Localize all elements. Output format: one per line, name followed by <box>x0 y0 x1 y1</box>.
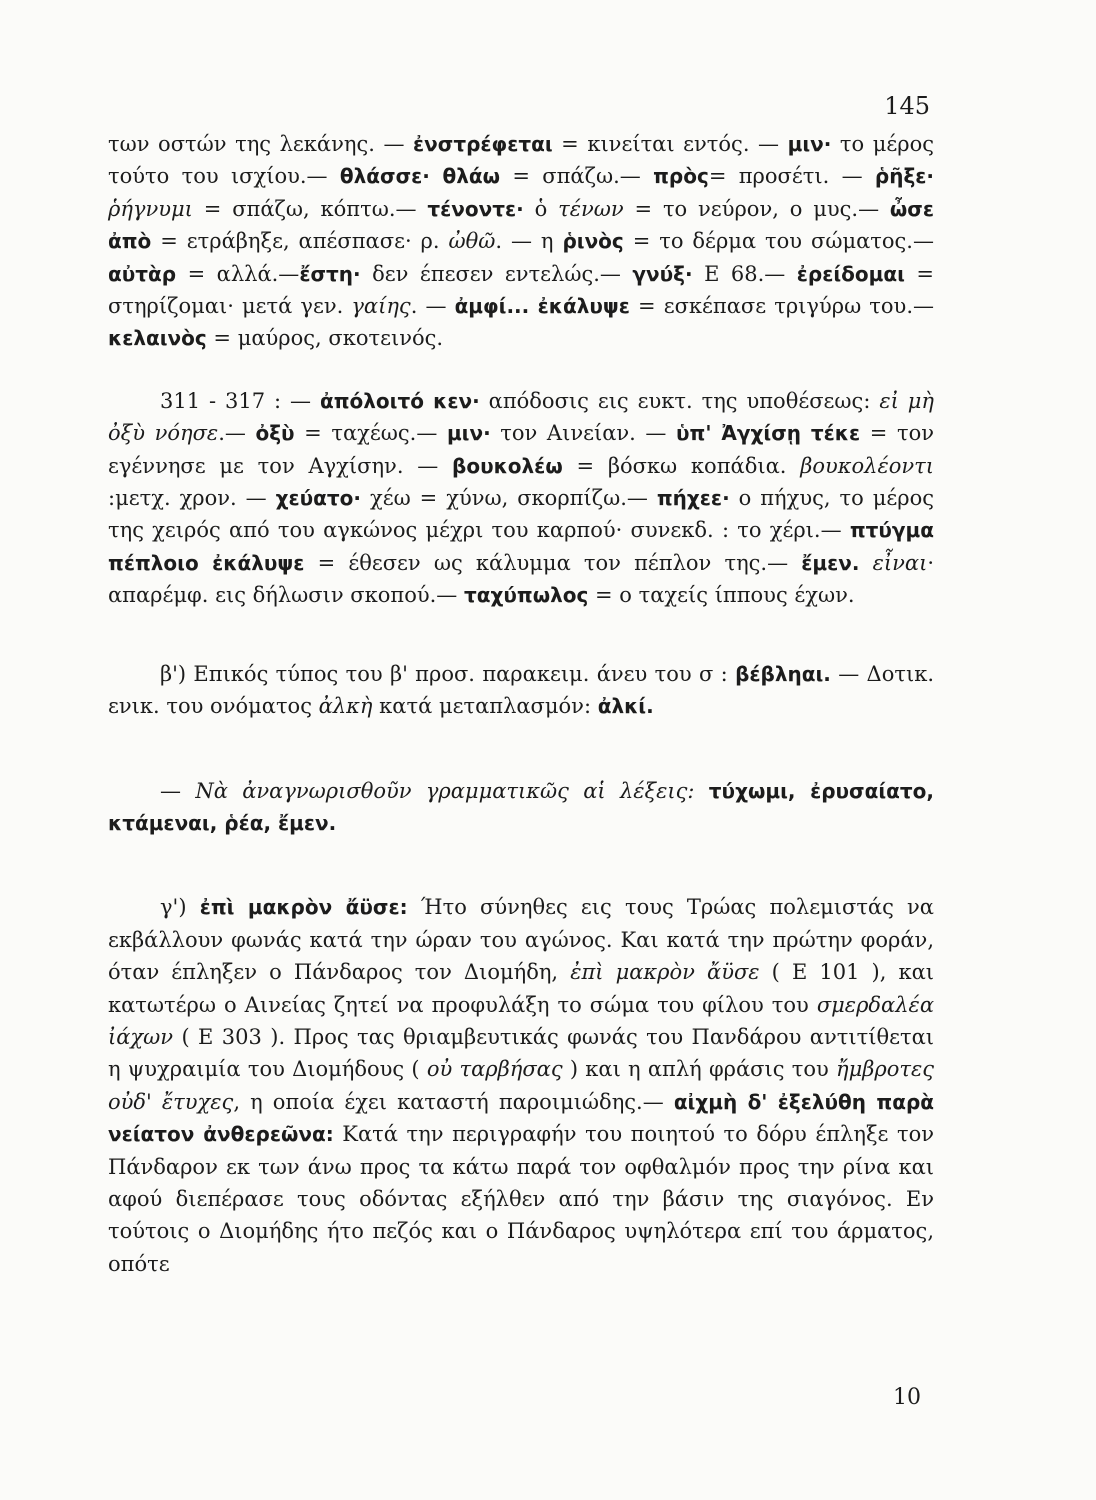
lemma-term: ἐρείδομαι <box>796 261 905 286</box>
text-run: το μέρος τούτο του ισχίου.— <box>108 132 934 189</box>
lemma-term: μιν· <box>446 421 491 446</box>
quoted-phrase: Νὰ ἀναγνωρισθοῦν γραμματικῶς αἱ λέξεις: <box>195 778 695 803</box>
quoted-phrase: ῥήγνυμι <box>108 196 193 221</box>
text-run: γ') <box>160 895 200 920</box>
paragraph-beta <box>108 658 934 723</box>
text-run: = το δέρμα του σώματος.— <box>623 229 934 254</box>
text-run: = σπάζω, κόπτω.— <box>192 196 428 221</box>
page-number: 145 <box>884 92 930 120</box>
text-run: · απαρέμφ. εις δήλωσιν σκοπού.— <box>108 550 934 608</box>
text-run: δεν έπεσεν εντελώς.— <box>360 261 633 286</box>
quoted-phrase: ὠθῶ <box>448 229 496 254</box>
lemma-term: ὀξὺ <box>255 421 295 446</box>
lemma-term: ἔστη· <box>299 261 361 286</box>
text-run: , η οποία έχει καταστή παροιμιώδης.— <box>233 1089 674 1114</box>
text-run: β') Επικός τύπος του β' προσ. παρακειμ. άνευ του σ : <box>160 661 736 686</box>
page-body <box>108 128 934 1280</box>
text-run: = έθεσεν ως κάλυμμα τον πέπλον της.— <box>304 550 802 575</box>
text-run: = κινείται εντός. — <box>552 132 788 156</box>
lemma-term: ὦσε ἀπὸ <box>108 196 935 254</box>
quoted-phrase: εἶναι <box>872 550 928 575</box>
quoted-phrase: ἤμβροτες οὐδ' ἔτυχες <box>108 1057 934 1114</box>
text-run: ( Ε 303 ). Προς τας θριαμβευτικάς φωνάς του Πανδάρου αντιτίθεται η ψυχραιμία του Διομήδους ( <box>108 1024 934 1082</box>
text-run: .— <box>218 421 256 446</box>
paragraph-commentary-1 <box>108 128 934 355</box>
lemma-term: ῥινὸς <box>562 229 624 254</box>
quoted-phrase: ἐπὶ μακρὸν ἄϋσε <box>570 960 760 985</box>
signature-mark: 10 <box>893 1385 921 1410</box>
lemma-term: ἐνστρέφεται <box>413 132 553 156</box>
text-run: . — η <box>495 229 563 254</box>
lemma-term: μιν· <box>787 132 832 156</box>
lemma-term: πρὸς <box>653 164 709 189</box>
text-run: = αλλά.— <box>176 261 300 286</box>
lemma-term: αὐτὰρ <box>108 261 177 286</box>
lemma-term: ἀλκί. <box>597 694 654 719</box>
quoted-phrase: οὐ ταρβήσας <box>426 1057 563 1082</box>
text-run: Ήτο σύνηθες εις τους Τρώας πολεμιστάς να εκβάλλουν φωνάς κατά την ώραν του αγώνος. Και κατά την πρώτην φοράν, όταν έπληξεν ο Πάνδαρος τον Διομήδη, <box>108 895 934 985</box>
text-run <box>859 551 872 575</box>
quoted-phrase: βουκολέοντι <box>800 453 934 478</box>
lemma-term: ταχύπωλος <box>463 583 589 608</box>
text-run: = το νεύρον, ο μυς.— <box>623 196 890 221</box>
quoted-phrase: γαίης <box>351 294 411 319</box>
quoted-phrase: τένων <box>558 196 624 221</box>
text-run: ο πήχυς, το μέρος της χειρός από του αγκώνος μέχρι του καρπού· συνεκδ. : το χέρι.— <box>108 486 934 543</box>
lemma-term: ἀπόλοιτό κεν· <box>319 388 480 413</box>
text-run: ( Ε 101 ), και κατωτέρω ο Αινείας ζητεί να προφυλάξη το σώμα του φίλου του <box>108 960 935 1017</box>
text-run: = τον εγέννησε με τον Αγχίσην. — <box>108 421 934 478</box>
text-run: = σπάζω.— <box>500 164 654 189</box>
text-run: κατά μεταπλασμόν: <box>372 694 598 719</box>
quoted-phrase: ἀλκὴ <box>318 694 373 719</box>
text-run: = ετράβηξε, απέσπασε· ρ. <box>151 229 449 254</box>
lemma-term: πήχεε· <box>656 486 730 511</box>
lemma-term: χεύατο· <box>275 486 362 511</box>
paragraph-commentary-311-317 <box>108 385 934 612</box>
lemma-term: κελαινὸς <box>108 326 207 351</box>
text-run: ὁ <box>523 196 559 221</box>
text-run: = εσκέπασε τριγύρω του.— <box>629 294 934 319</box>
paragraph-gamma <box>108 891 934 1280</box>
text-run <box>694 779 708 803</box>
text-run: Κατά την περιγραφήν του ποιητού το δόρυ έπληξε τον Πάνδαρον εκ των άνω προς τα κάτω παρά τον οφθαλμόν προς την ρίνα και αφού διεπέρασε τους οδόντας εξήλθεν από την βάσιν της σιαγόνος. Εν τούτοις ο Διομήδης ήτο πεζός και ο Πάνδαρος υψηλότερα επί του άρματος, οπότε <box>108 1122 934 1276</box>
lemma-term: ῥῆξε· <box>874 164 934 189</box>
lemma-term: αἰχμὴ δ' ἐξελύθη παρὰ νείατον ἀνθερεῶνα: <box>108 1089 935 1147</box>
text-run: των οστών της λεκάνης. — <box>108 132 413 156</box>
quoted-phrase: εἰ μὴ ὀξὺ νόησε <box>108 388 934 446</box>
lemma-term: ἔμεν. <box>801 550 860 575</box>
lemma-term: ἐπὶ μακρὸν ἄϋσε: <box>199 895 408 920</box>
text-run: = στηρίζομαι· μετά γεν. <box>108 261 934 319</box>
lemma-term: βουκολέω <box>452 453 563 478</box>
lemma-term: τύχωμι, ἐρυσαίατο, κτάμεναι, ῥέα, ἔμεν. <box>108 778 934 835</box>
text-run: — Δοτικ. ενικ. του ονόματος <box>108 661 934 719</box>
lemma-term: γνύξ· <box>632 261 693 286</box>
quoted-phrase: σμερδαλέα ἰάχων <box>108 992 934 1049</box>
text-run: απόδοσις εις ευκτ. της υποθέσεως: <box>479 388 880 413</box>
text-run: ) και η απλή φράσις του <box>562 1057 836 1082</box>
text-run: 311 - 317 : — <box>160 388 320 413</box>
text-run: = βόσκω κοπάδια. <box>562 453 801 478</box>
text-run: τον Αινείαν. — <box>490 421 677 446</box>
lemma-term: θλάσσε· θλάω <box>339 164 501 189</box>
text-run: = ταχέως.— <box>294 421 447 446</box>
text-run: = ο ταχείς ίππους έχων. <box>588 583 855 608</box>
lemma-term: ἀμφί... ἐκάλυψε <box>454 294 630 319</box>
lemma-term: πτύγμα πέπλοιο ἐκάλυψε <box>108 518 934 575</box>
lemma-term: ὑπ' Ἀγχίσῃ τέκε <box>676 421 861 446</box>
text-run: Ε 68.— <box>692 261 797 286</box>
lemma-term: τένοντε· <box>427 196 524 221</box>
lemma-term: βέβληαι. <box>735 661 831 686</box>
text-run: χέω = χύνω, σκορπίζω.— <box>361 486 657 511</box>
text-run: — <box>160 778 196 803</box>
text-run: . — <box>410 294 455 319</box>
text-run: = μαύρος, σκοτεινός. <box>206 326 444 351</box>
text-run: = προσέτι. — <box>708 164 875 189</box>
paragraph-exercise <box>108 775 934 840</box>
text-run: :μετχ. χρον. — <box>108 486 276 511</box>
